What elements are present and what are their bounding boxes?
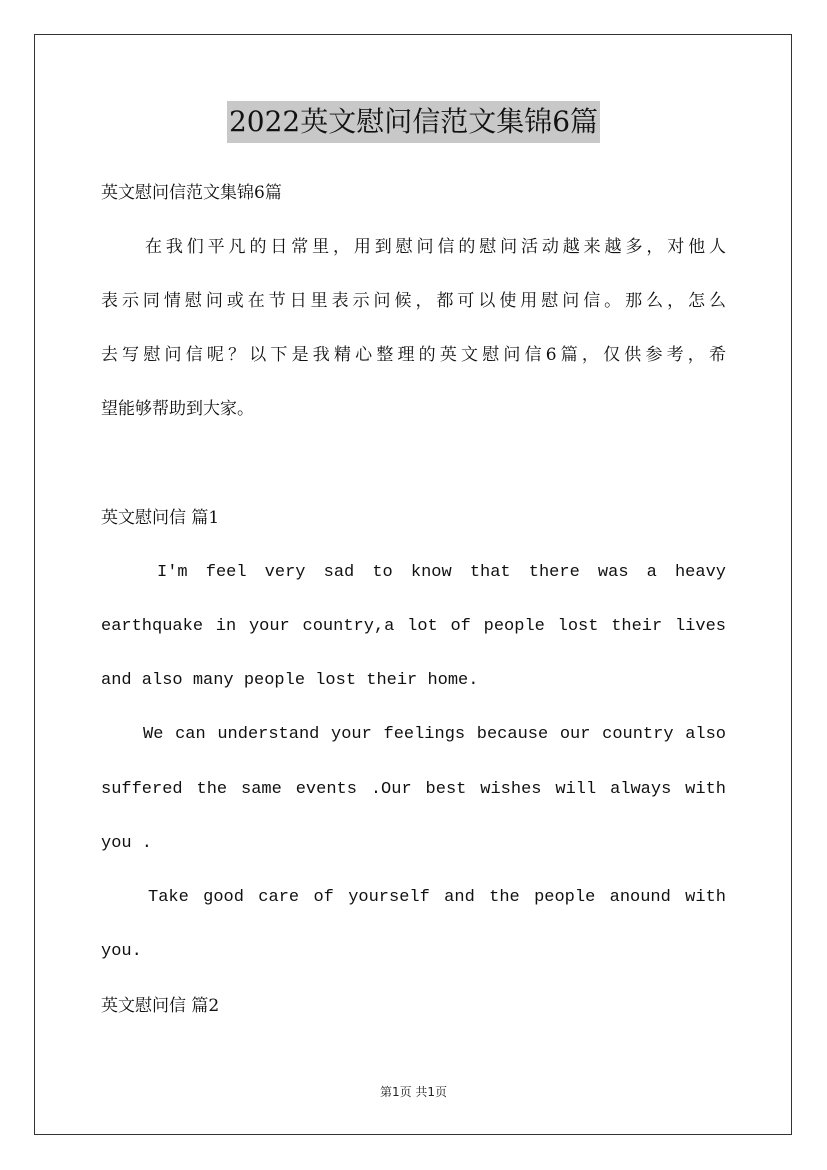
section-1-line-8: you. xyxy=(101,942,142,961)
intro-line-1: 在我们平凡的日常里，用到慰问信的慰问活动越来越多，对他人 xyxy=(145,237,726,257)
document-title: 2022英文慰问信范文集锦6篇 xyxy=(227,101,600,143)
section-1-line-7: Take good care of yourself and the people anound with xyxy=(148,888,726,907)
section-1-line-3: and also many people lost their home. xyxy=(101,671,479,690)
section-1-line-2: earthquake in your country,a lot of people lost their lives xyxy=(101,617,726,636)
section-1-line-5: suffered the same events .Our best wishes will always with xyxy=(101,780,726,799)
intro-line-3: 去写慰问信呢？以下是我精心整理的英文慰问信6篇，仅供参考，希 xyxy=(101,345,726,365)
section-1-heading: 英文慰问信 篇1 xyxy=(101,508,220,528)
intro-line-2: 表示同情慰问或在节日里表示问候，都可以使用慰问信。那么，怎么 xyxy=(101,291,726,311)
section-2-heading: 英文慰问信 篇2 xyxy=(101,996,220,1016)
section-1-line-1: I'm feel very sad to know that there was a heavy xyxy=(157,563,726,582)
page-footer: 第1页 共1页 xyxy=(379,1085,448,1099)
document-subtitle: 英文慰问信范文集锦6篇 xyxy=(101,183,282,203)
title-container xyxy=(0,101,827,143)
intro-line-4: 望能够帮助到大家。 xyxy=(101,399,254,419)
section-1-line-4: We can understand your feelings because our country also xyxy=(143,725,726,744)
section-1-line-6: you . xyxy=(101,834,153,853)
